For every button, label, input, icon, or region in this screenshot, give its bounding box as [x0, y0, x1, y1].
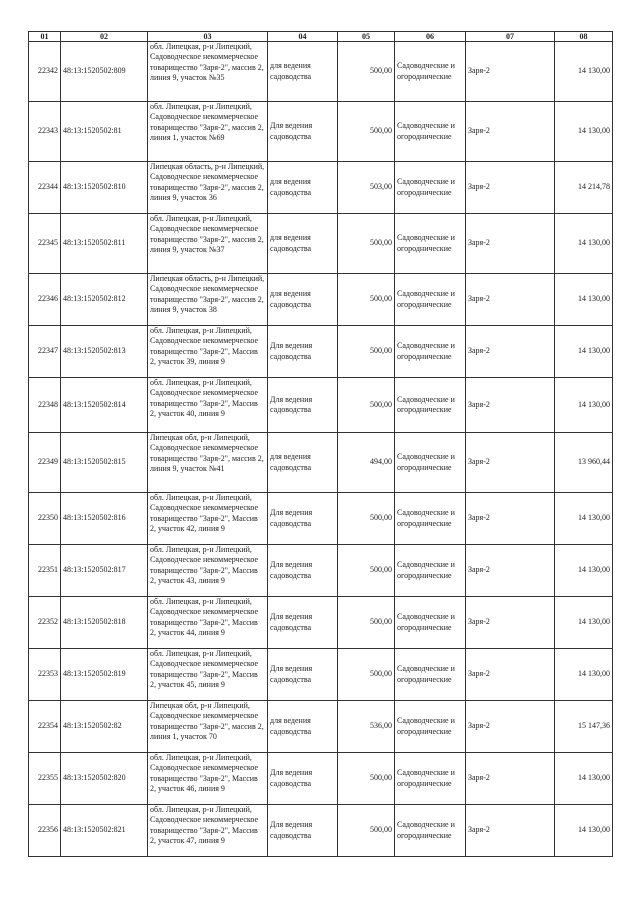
permitted-use: для ведения садоводства — [268, 701, 338, 753]
table-row — [29, 753, 613, 805]
row-number: 22347 — [29, 326, 61, 378]
row-number: 22342 — [29, 42, 61, 102]
table-row — [29, 102, 613, 162]
land-category: Садоводческие и огороднические — [395, 649, 466, 701]
address — [148, 701, 268, 753]
location-name: Заря-2 — [466, 214, 555, 274]
column-header-03: 03 — [148, 32, 268, 42]
table-row — [29, 42, 613, 102]
address-text: обл. Липецкая, р-н Липецкий, Садоводческое некоммерческое товарищество "Заря-2", Массив 2, участок 44, линия 9 — [150, 597, 259, 638]
address-text: Липецкая область, р-н Липецкий, Садоводческое некоммерческое товарищество "Заря-2", массив 2, линия 9, участок 36 — [150, 162, 265, 203]
address — [148, 433, 268, 493]
cadastral-value: 15 147,36 — [555, 701, 613, 753]
address-text: Липецкая область, р-н Липецкий, Садоводческое некоммерческое товарищество "Заря-2", массив 2, линия 9, участок 38 — [150, 274, 265, 315]
permitted-use: Для ведения садоводства — [268, 493, 338, 545]
address-text: обл. Липецкая, р-н Липецкий, Садоводческое некоммерческое товарищество "Заря-2", Массив 2, участок 47, линия 9 — [150, 805, 259, 846]
area: 536,00 — [338, 701, 395, 753]
land-category: Садоводческие и огороднические — [395, 378, 466, 433]
column-header-07: 07 — [466, 32, 555, 42]
area: 500,00 — [338, 274, 395, 326]
land-category: Садоводческие и огороднические — [395, 326, 466, 378]
table-row — [29, 805, 613, 857]
area: 500,00 — [338, 545, 395, 597]
table-row — [29, 493, 613, 545]
cadastral-value: 14 130,00 — [555, 753, 613, 805]
area: 500,00 — [338, 805, 395, 857]
cadastral-number: 48:13:1520502:82 — [61, 701, 148, 753]
land-category: Садоводческие и огороднические — [395, 433, 466, 493]
row-number: 22356 — [29, 805, 61, 857]
land-category: Садоводческие и огороднические — [395, 162, 466, 214]
address-text: Липецкая обл, р-н Липецкий, Садоводческое некоммерческое товарищество "Заря-2", массив 2, линия 1, участок 70 — [150, 701, 264, 742]
cadastral-number: 48:13:1520502:812 — [61, 274, 148, 326]
row-number: 22344 — [29, 162, 61, 214]
area: 500,00 — [338, 42, 395, 102]
land-category: Садоводческие и огороднические — [395, 701, 466, 753]
address-text: обл. Липецкая, р-н Липецкий, Садоводческое некоммерческое товарищество "Заря-2", Массив 2, участок 46, линия 9 — [150, 753, 259, 794]
permitted-use: для ведения садоводства — [268, 274, 338, 326]
land-category: Садоводческие и огороднические — [395, 214, 466, 274]
address — [148, 493, 268, 545]
permitted-use: Для ведения садоводства — [268, 753, 338, 805]
land-category: Садоводческие и огороднические — [395, 545, 466, 597]
land-plot-register-table — [28, 31, 613, 857]
address-text: обл. Липецкая, р-н Липецкий, Садоводческое некоммерческое товарищество "Заря-2", Массив 2, участок 39, линия 9 — [150, 326, 259, 367]
area: 500,00 — [338, 649, 395, 701]
cadastral-value: 14 130,00 — [555, 326, 613, 378]
land-category: Садоводческие и огороднические — [395, 597, 466, 649]
column-header-08: 08 — [555, 32, 613, 42]
land-category: Садоводческие и огороднические — [395, 274, 466, 326]
row-number: 22345 — [29, 214, 61, 274]
permitted-use: Для ведения садоводства — [268, 597, 338, 649]
table-row — [29, 649, 613, 701]
address — [148, 102, 268, 162]
address — [148, 545, 268, 597]
area: 500,00 — [338, 378, 395, 433]
row-number: 22355 — [29, 753, 61, 805]
table-row — [29, 274, 613, 326]
area: 494,00 — [338, 433, 395, 493]
permitted-use: Для ведения садоводства — [268, 649, 338, 701]
cadastral-number: 48:13:1520502:819 — [61, 649, 148, 701]
header-row — [29, 32, 613, 42]
location-name: Заря-2 — [466, 274, 555, 326]
column-header-02: 02 — [61, 32, 148, 42]
cadastral-number: 48:13:1520502:821 — [61, 805, 148, 857]
table-row — [29, 378, 613, 433]
cadastral-value: 14 214,78 — [555, 162, 613, 214]
land-category: Садоводческие и огороднические — [395, 805, 466, 857]
row-number: 22350 — [29, 493, 61, 545]
address — [148, 42, 268, 102]
row-number: 22352 — [29, 597, 61, 649]
row-number: 22351 — [29, 545, 61, 597]
row-number: 22346 — [29, 274, 61, 326]
location-name: Заря-2 — [466, 753, 555, 805]
cadastral-number: 48:13:1520502:816 — [61, 493, 148, 545]
cadastral-number: 48:13:1520502:817 — [61, 545, 148, 597]
location-name: Заря-2 — [466, 493, 555, 545]
table-row — [29, 433, 613, 493]
location-name: Заря-2 — [466, 378, 555, 433]
address — [148, 649, 268, 701]
permitted-use: Для ведения садоводства — [268, 102, 338, 162]
cadastral-number: 48:13:1520502:815 — [61, 433, 148, 493]
permitted-use: Для ведения садоводства — [268, 378, 338, 433]
cadastral-value: 14 130,00 — [555, 649, 613, 701]
table-row — [29, 326, 613, 378]
location-name: Заря-2 — [466, 162, 555, 214]
cadastral-value: 14 130,00 — [555, 545, 613, 597]
land-category: Садоводческие и огороднические — [395, 42, 466, 102]
cadastral-number: 48:13:1520502:818 — [61, 597, 148, 649]
address-text: обл. Липецкая, р-н Липецкий, Садоводческое некоммерческое товарищество "Заря-2", Массив 2, участок 40, линия 9 — [150, 378, 259, 419]
row-number: 22348 — [29, 378, 61, 433]
cadastral-number: 48:13:1520502:811 — [61, 214, 148, 274]
location-name: Заря-2 — [466, 805, 555, 857]
row-number: 22349 — [29, 433, 61, 493]
cadastral-value: 13 960,44 — [555, 433, 613, 493]
cadastral-number: 48:13:1520502:809 — [61, 42, 148, 102]
cadastral-value: 14 130,00 — [555, 597, 613, 649]
area: 500,00 — [338, 214, 395, 274]
location-name: Заря-2 — [466, 102, 555, 162]
address-text: Липецкая обл, р-н Липецкий, Садоводческое некоммерческое товарищество "Заря-2", массив 2, линия 9, участок №41 — [150, 433, 264, 474]
area: 500,00 — [338, 753, 395, 805]
permitted-use: для ведения садоводства — [268, 214, 338, 274]
cadastral-value: 14 130,00 — [555, 102, 613, 162]
cadastral-value: 14 130,00 — [555, 378, 613, 433]
location-name: Заря-2 — [466, 597, 555, 649]
row-number: 22343 — [29, 102, 61, 162]
cadastral-value: 14 130,00 — [555, 274, 613, 326]
address-text: обл. Липецкая, р-н Липецкий, Садоводческое некоммерческое товарищество "Заря-2", массив 2, линия 1, участок №69 — [150, 102, 264, 143]
land-category: Садоводческие и огороднические — [395, 493, 466, 545]
address — [148, 378, 268, 433]
address — [148, 326, 268, 378]
address-text: обл. Липецкая, р-н Липецкий, Садоводческое некоммерческое товарищество "Заря-2", Массив 2, участок 43, линия 9 — [150, 545, 259, 586]
table-row — [29, 545, 613, 597]
row-number: 22353 — [29, 649, 61, 701]
table-row — [29, 162, 613, 214]
cadastral-value: 14 130,00 — [555, 214, 613, 274]
cadastral-number: 48:13:1520502:820 — [61, 753, 148, 805]
address — [148, 597, 268, 649]
table-row — [29, 701, 613, 753]
location-name: Заря-2 — [466, 649, 555, 701]
permitted-use: Для ведения садоводства — [268, 545, 338, 597]
cadastral-value: 14 130,00 — [555, 42, 613, 102]
cadastral-value: 14 130,00 — [555, 493, 613, 545]
column-header-04: 04 — [268, 32, 338, 42]
table-header — [29, 32, 613, 42]
table-row — [29, 597, 613, 649]
area: 500,00 — [338, 493, 395, 545]
address — [148, 214, 268, 274]
table-row — [29, 214, 613, 274]
area: 500,00 — [338, 102, 395, 162]
area: 500,00 — [338, 326, 395, 378]
address-text: обл. Липецкая, р-н Липецкий, Садоводческое некоммерческое товарищество "Заря-2", Массив 2, участок 45, линия 9 — [150, 649, 259, 690]
land-category: Садоводческие и огороднические — [395, 102, 466, 162]
address-text: обл. Липецкая, р-н Липецкий, Садоводческое некоммерческое товарищество "Заря-2", Массив 2, участок 42, линия 9 — [150, 493, 259, 534]
location-name: Заря-2 — [466, 326, 555, 378]
address — [148, 753, 268, 805]
permitted-use: для ведения садоводства — [268, 433, 338, 493]
cadastral-number: 48:13:1520502:81 — [61, 102, 148, 162]
location-name: Заря-2 — [466, 545, 555, 597]
cadastral-number: 48:13:1520502:813 — [61, 326, 148, 378]
location-name: Заря-2 — [466, 42, 555, 102]
cadastral-value: 14 130,00 — [555, 805, 613, 857]
table-body — [29, 42, 613, 857]
column-header-06: 06 — [395, 32, 466, 42]
permitted-use: Для ведения садоводства — [268, 805, 338, 857]
address-text: обл. Липецкая, р-н Липецкий, Садоводческое некоммерческое товарищество "Заря-2", массив 2, линия 9, участок №37 — [150, 214, 264, 255]
permitted-use: для ведения садоводства — [268, 42, 338, 102]
column-header-05: 05 — [338, 32, 395, 42]
permitted-use: для ведения садоводства — [268, 162, 338, 214]
permitted-use: Для ведения садоводства — [268, 326, 338, 378]
address — [148, 162, 268, 214]
area: 500,00 — [338, 597, 395, 649]
location-name: Заря-2 — [466, 433, 555, 493]
address-text: обл. Липецкая, р-н Липецкий, Садоводческое некоммерческое товарищество "Заря-2", массив 2, линия 9, участок №35 — [150, 42, 264, 83]
column-header-01: 01 — [29, 32, 61, 42]
land-category: Садоводческие и огороднические — [395, 753, 466, 805]
area: 503,00 — [338, 162, 395, 214]
address — [148, 274, 268, 326]
cadastral-number: 48:13:1520502:810 — [61, 162, 148, 214]
cadastral-number: 48:13:1520502:814 — [61, 378, 148, 433]
row-number: 22354 — [29, 701, 61, 753]
location-name: Заря-2 — [466, 701, 555, 753]
address — [148, 805, 268, 857]
